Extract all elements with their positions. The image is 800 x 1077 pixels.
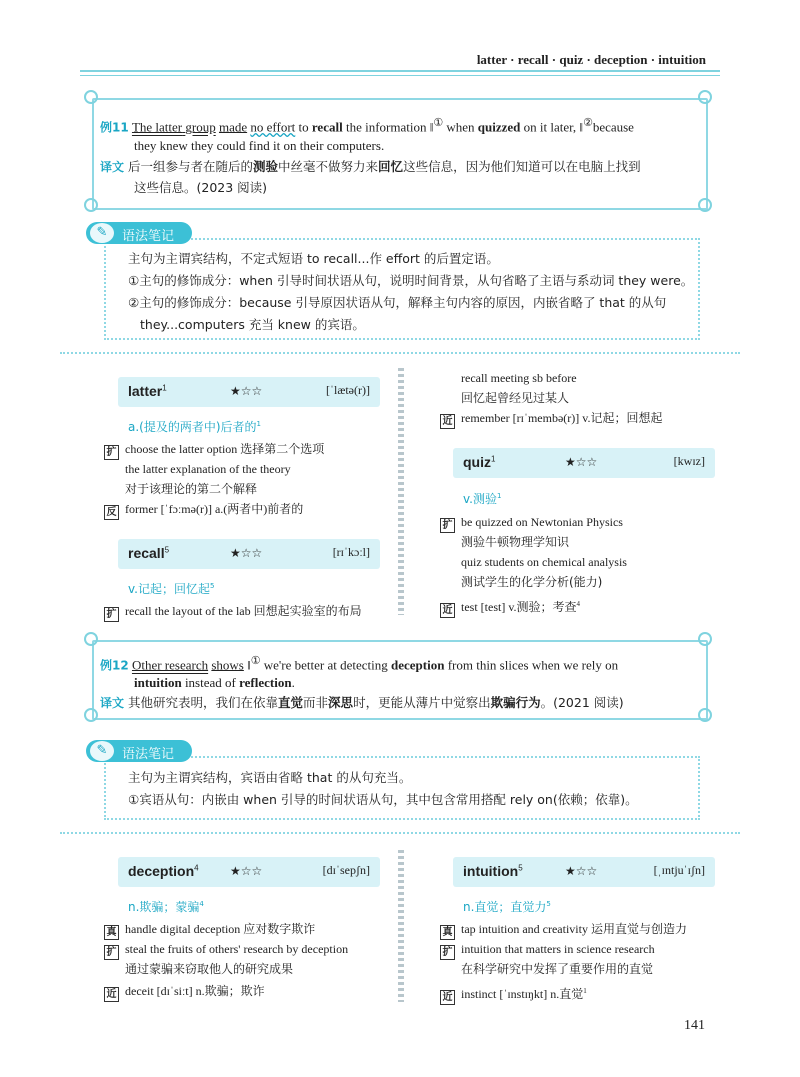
example-12-sentence: 例12 Other research shows ‖① we're better at detecting deception from thin slices when we rely on <box>100 655 619 673</box>
frequency-stars: ★☆☆ <box>230 384 263 398</box>
latter-line-3: 对于该理论的第二个解释 <box>125 482 258 496</box>
quiz-definition: v.测验$^1$ <box>463 492 502 506</box>
phonetic: [ˌɪntjuˈɪʃn] <box>653 863 705 877</box>
headword: deception <box>128 863 195 879</box>
frequency-stars: ★☆☆ <box>565 864 598 878</box>
intuition-line-2: 扩 intuition that matters in science research <box>440 940 655 960</box>
column-divider <box>398 365 404 615</box>
intuition-line-4: 近 instinct [ˈɪnstɪŋkt] n.直觉$^1$ <box>440 982 587 1005</box>
keyword: recall <box>311 119 343 135</box>
recall-line-2: recall meeting sb before <box>461 371 577 385</box>
recall-definition: v.记起；回忆起$^5$ <box>128 582 215 596</box>
verb: made <box>218 119 248 135</box>
running-header: latter · recall · quiz · deception · intuition <box>476 52 706 67</box>
phonetic: [ˈlætə(r)] <box>326 383 370 397</box>
corner-ornament <box>698 632 712 646</box>
corner-ornament <box>84 90 98 104</box>
frequency-stars: ★☆☆ <box>230 546 263 560</box>
note-1-line-3: ②主句的修饰成分：because 引导原因状语从句，解释主句内容的原因，内嵌省略了 that 的从句 <box>128 295 667 310</box>
frequency-stars: ★☆☆ <box>230 864 263 878</box>
verb: shows <box>211 657 244 673</box>
keyword: deception <box>390 657 445 673</box>
recall-line-4: 近 remember [rɪˈmembə(r)] v.记起；回想起 <box>440 409 663 429</box>
deception-line-2: 扩 steal the fruits of others' research by deception <box>104 940 348 960</box>
section-divider <box>60 832 740 834</box>
intuition-line-1: 真 tap intuition and creativity 运用直觉与创造力 <box>440 920 687 940</box>
headword: recall <box>128 545 165 561</box>
word-card-deception: deception$^4$ ★☆☆ [dɪˈsepʃn] <box>118 857 380 887</box>
recall-line-1: 扩 recall the layout of the lab 回想起实验室的布局 <box>104 602 362 622</box>
corner-ornament <box>84 198 98 212</box>
keyword: quizzed <box>477 119 521 135</box>
pen-icon: ✎ <box>90 223 114 243</box>
recall-line-3: 回忆起曾经见过某人 <box>461 391 570 405</box>
example-11-translation: 译文 后一组参与者在随后的测验中丝毫不做努力来回忆这些信息，因为他们知道可以在电脑上找到 <box>100 159 641 174</box>
header-rule <box>80 70 720 72</box>
note-1-line-2: ①主句的修饰成分：when 引导时间状语从句，说明时间背景，从句省略了主语与系动词 they were。 <box>128 273 694 288</box>
quiz-line-4: 测试学生的化学分析(能力) <box>461 575 603 589</box>
corner-ornament <box>698 198 712 212</box>
headword: quiz <box>463 454 491 470</box>
phonetic: [kwɪz] <box>673 454 705 468</box>
phonetic: [dɪˈsepʃn] <box>322 863 370 877</box>
headword: intuition <box>463 863 519 879</box>
grammar-note-1-tag: ✎ 语法笔记 <box>86 222 192 244</box>
note-1-line-4: they...computers 充当 knew 的宾语。 <box>140 317 365 332</box>
quiz-line-3: quiz students on chemical analysis <box>461 555 627 569</box>
corner-ornament <box>84 708 98 722</box>
example-tag: 例11 <box>100 120 129 135</box>
note-2-line-1: 主句为主谓宾结构，宾语由省略 that 的从句充当。 <box>128 770 412 785</box>
grammar-note-2-tag: ✎ 语法笔记 <box>86 740 192 762</box>
frequency-stars: ★☆☆ <box>565 455 598 469</box>
intuition-line-3: 在科学研究中发挥了重要作用的直觉 <box>461 962 654 976</box>
headword: latter <box>128 383 163 399</box>
word-card-latter: latter$^1$ ★☆☆ [ˈlætə(r)] <box>118 377 380 407</box>
page-number: 141 <box>684 1018 705 1033</box>
example-11-sentence: 例11 The latter group made no effort to recall the information ‖① when quizzed on it later, ‖②because <box>100 117 634 135</box>
deception-definition: n.欺骗；蒙骗$^4$ <box>128 900 204 914</box>
example-12-line2: intuition instead of reflection. <box>134 675 295 690</box>
pen-icon: ✎ <box>90 741 114 761</box>
intuition-definition: n.直觉；直觉力$^5$ <box>463 900 551 914</box>
object: no effort <box>250 119 296 135</box>
quiz-line-2: 测验牛顿物理学知识 <box>461 535 570 549</box>
example-12-translation: 译文 其他研究表明，我们在依靠直觉而非深思时，更能从薄片中觉察出欺骗行为。(2021 阅读) <box>100 695 624 710</box>
column-divider <box>398 847 404 1002</box>
latter-line-1: 扩 choose the latter option 选择第二个选项 <box>104 440 324 460</box>
subject: The latter group <box>131 119 216 135</box>
note-2-line-2: ①宾语从句：内嵌由 when 引导的时间状语从句，其中包含常用搭配 rely on(依赖；依靠)。 <box>128 792 638 807</box>
quiz-line-1: 扩 be quizzed on Newtonian Physics <box>440 513 623 533</box>
latter-line-4: 反 former [ˈfɔːmə(r)] a.(两者中)前者的 <box>104 500 303 520</box>
corner-ornament <box>698 90 712 104</box>
deception-line-3: 通过蒙骗来窃取他人的研究成果 <box>125 962 294 976</box>
quiz-line-5: 近 test [test] v.测验；考查$^4$ <box>440 595 580 618</box>
deception-line-4: 近 deceit [dɪˈsiːt] n.欺骗；欺诈 <box>104 982 265 1002</box>
subject: Other research <box>131 657 209 673</box>
latter-definition: a.(提及的两者中)后者的$^1$ <box>128 420 262 434</box>
note-1-line-1: 主句为主谓宾结构，不定式短语 to recall...作 effort 的后置定语。 <box>128 251 499 266</box>
phonetic: [rɪˈkɔːl] <box>332 545 370 559</box>
deception-line-1: 真 handle digital deception 应对数字欺诈 <box>104 920 315 940</box>
word-card-recall: recall$^5$ ★☆☆ [rɪˈkɔːl] <box>118 539 380 569</box>
corner-ornament <box>698 708 712 722</box>
example-11-translation-line2: 这些信息。(2023 阅读) <box>134 180 268 195</box>
latter-line-2: the latter explanation of the theory <box>125 462 291 476</box>
header-rule-thin <box>80 75 720 76</box>
word-card-intuition: intuition$^5$ ★☆☆ [ˌɪntjuˈɪʃn] <box>453 857 715 887</box>
example-11-line2: they knew they could find it on their computers. <box>134 138 385 153</box>
corner-ornament <box>84 632 98 646</box>
word-card-quiz: quiz$^1$ ★☆☆ [kwɪz] <box>453 448 715 478</box>
section-divider <box>60 352 740 354</box>
